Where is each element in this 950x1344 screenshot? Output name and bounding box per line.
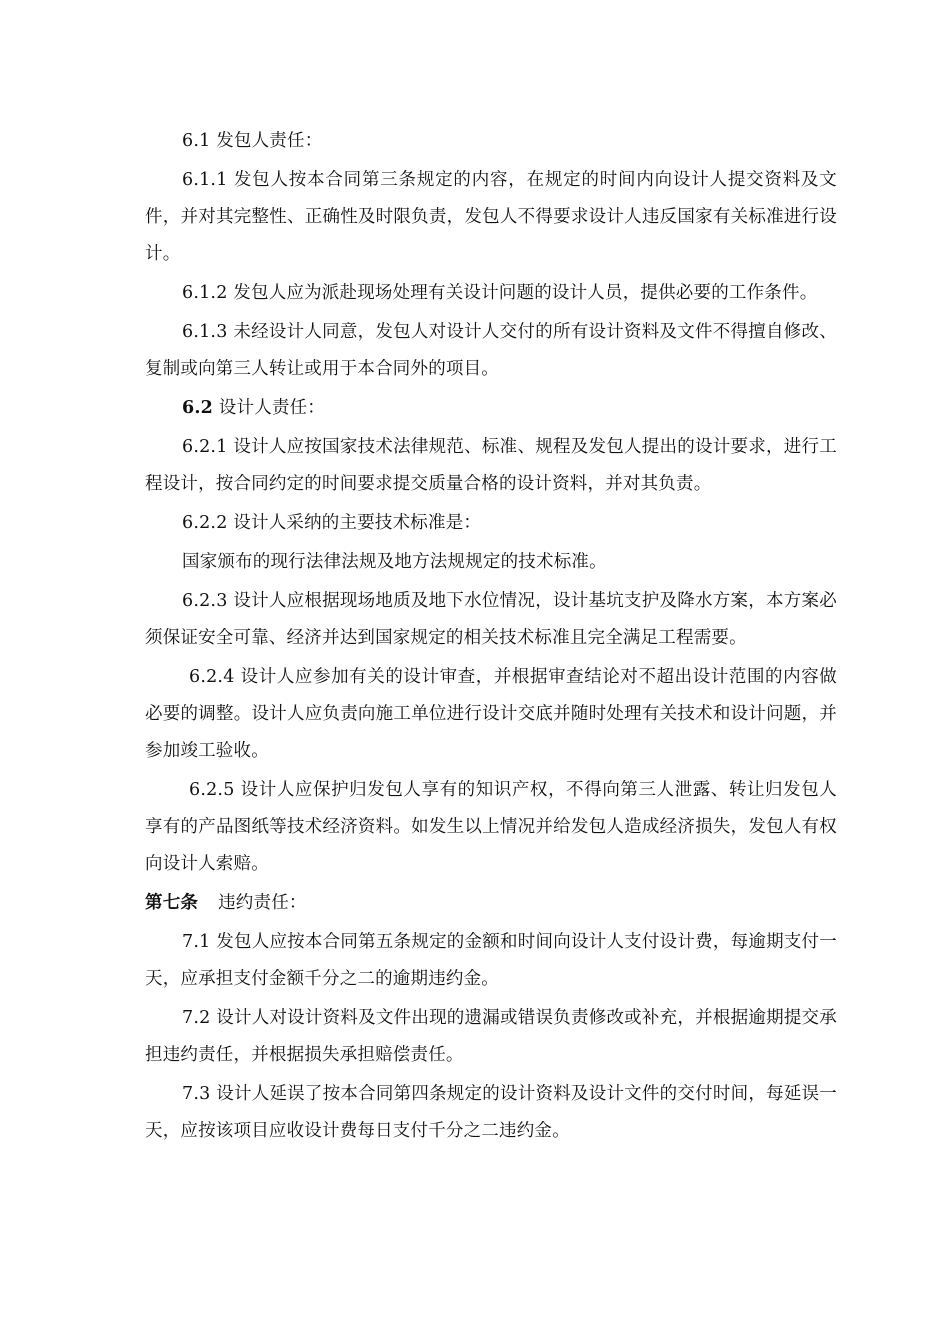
- paragraph-6-2-1: 6.2.1 设计人应按国家技术法律规范、标准、规程及发包人提出的设计要求，进行工程设计，按合同约定的时间要求提交质量合格的设计资料，并对其负责。: [145, 437, 837, 494]
- section-heading-6-2: [145, 390, 837, 427]
- paragraph-6-2-3: 6.2.3 设计人应根据现场地质及地下水位情况，设计基坑支护及降水方案，本方案必须保证安全可靠、经济并达到国家规定的相关技术标准且完全满足工程需要。: [145, 591, 837, 648]
- section-title-6-2: 设计人责任：: [213, 398, 326, 418]
- section-number-6-2: 6.2: [182, 398, 214, 418]
- paragraph-6-2-5: 6.2.5 设计人应保护归发包人享有的知识产权，不得向第三人泄露、转让归发包人享有的产品图纸等技术经济资料。如发生以上情况并给发包人造成经济损失，发包人有权向设计人索赔。: [145, 780, 837, 874]
- paragraph-6-2-2: 6.2.2 设计人采纳的主要技术标准是：: [182, 513, 482, 533]
- paragraph-6-2-4: 6.2.4 设计人应参加有关的设计审查，并根据审查结论对不超出设计范围的内容做必要的调整。设计人应负责向施工单位进行设计交底并随时处理有关技术和设计问题，并参加竣工验收。: [145, 667, 837, 761]
- article-title-7: 第七条: [145, 893, 199, 913]
- paragraph-6-1-2: 6.1.2 发包人应为派赴现场处理有关设计问题的设计人员，提供必要的工作条件。: [182, 283, 818, 303]
- paragraph-7-1: 7.1 发包人应按本合同第五条规定的金额和时间向设计人支付设计费，每逾期支付一天，应承担支付金额千分之二的逾期违约金。: [145, 932, 837, 989]
- section-heading-6-1: 6.1 发包人责任：: [182, 131, 323, 151]
- paragraph-6-1-1: 6.1.1 发包人按本合同第三条规定的内容，在规定的时间内向设计人提交资料及文件，并对其完整性、正确性及时限负责，发包人不得要求设计人违反国家有关标准进行设计。: [145, 170, 837, 264]
- document-body: [145, 123, 837, 1152]
- article-heading-7: [145, 885, 837, 922]
- article-subject-7: 违约责任：: [218, 893, 307, 913]
- paragraph-7-3: 7.3 设计人延误了按本合同第四条规定的设计资料及设计文件的交付时间，每延误一天，应按该项目应收设计费每日支付千分之二违约金。: [145, 1084, 837, 1141]
- paragraph-6-1-3: 6.1.3 未经设计人同意，发包人对设计人交付的所有设计资料及文件不得擅自修改、复制或向第三人转让或用于本合同外的项目。: [145, 322, 837, 379]
- paragraph-7-2: 7.2 设计人对设计资料及文件出现的遗漏或错误负责修改或补充，并根据逾期提交承担违约责任，并根据损失承担赔偿责任。: [145, 1008, 837, 1065]
- paragraph-technical-standards: 国家颁布的现行法律法规及地方法规规定的技术标准。: [182, 552, 607, 572]
